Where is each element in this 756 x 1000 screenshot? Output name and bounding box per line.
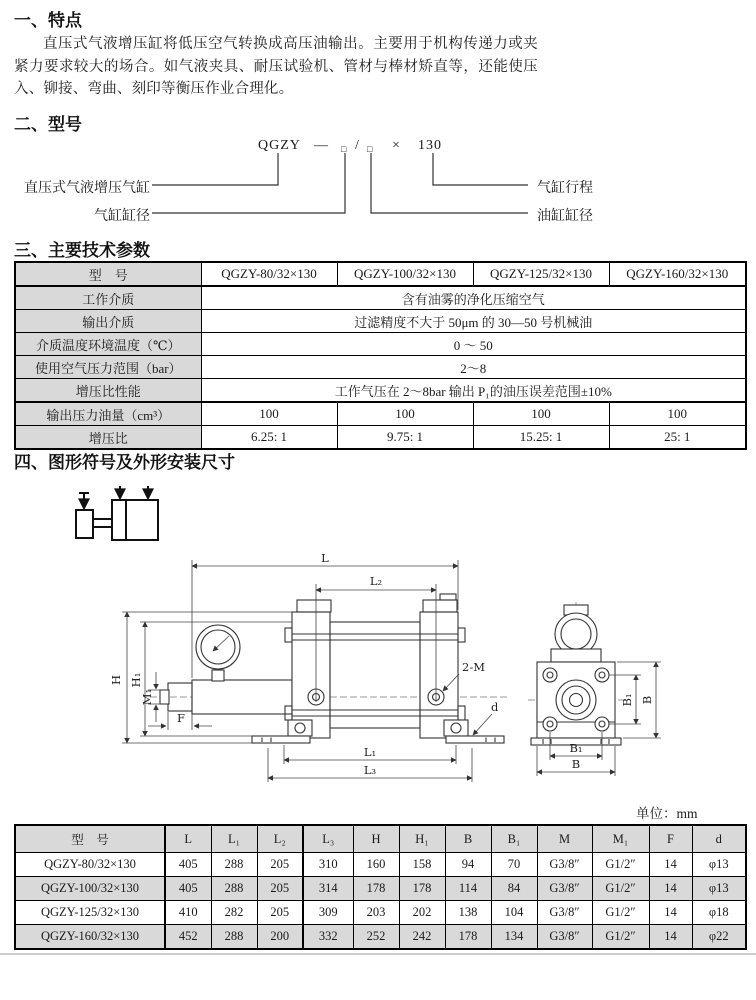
table-row xyxy=(15,877,746,901)
dims-cell: G3/8″ xyxy=(537,877,592,901)
dims-cell: G1/2″ xyxy=(592,853,649,877)
dims-cell: QGZY-80/32×130 xyxy=(15,853,165,877)
dims-cell: 288 xyxy=(211,853,257,877)
dim-label-F: F xyxy=(177,711,185,725)
label-oil-bore: 油缸缸径 xyxy=(537,209,593,224)
spec-cell: QGZY-80/32×130 xyxy=(201,262,337,286)
table-row xyxy=(15,379,746,403)
dimension-d xyxy=(473,700,499,735)
dims-header-cell: B₁ xyxy=(491,825,537,853)
spec-cell: QGZY-160/32×130 xyxy=(609,262,746,286)
spec-cell: 25: 1 xyxy=(609,426,746,450)
dimension-L1 xyxy=(284,745,456,764)
dims-cell: QGZY-100/32×130 xyxy=(15,877,165,901)
dims-cell: 94 xyxy=(445,853,491,877)
dims-cell: 205 xyxy=(257,853,303,877)
dims-header-cell: L xyxy=(165,825,211,853)
table-row xyxy=(15,853,746,877)
page-divider xyxy=(0,953,756,955)
spec-row-label: 增压比性能 xyxy=(15,379,201,403)
air-cylinder xyxy=(285,594,465,738)
dims-cell: 314 xyxy=(303,877,353,901)
spec-row-label: 工作介质 xyxy=(15,286,201,310)
dims-header-cell: 型 号 xyxy=(15,825,165,853)
dims-cell: φ18 xyxy=(692,901,746,925)
dims-header-cell: L₃ xyxy=(303,825,353,853)
table-row xyxy=(15,286,746,310)
table-row xyxy=(15,333,746,356)
label-air-bore: 气缸缸径 xyxy=(94,209,150,224)
spec-cell: QGZY-100/32×130 xyxy=(337,262,473,286)
dims-cell: G1/2″ xyxy=(592,901,649,925)
dim-label-L1: L₁ xyxy=(363,745,377,759)
dims-cell: QGZY-160/32×130 xyxy=(15,925,165,950)
dim-label-2M: 2-M xyxy=(462,660,485,674)
dims-cell: 178 xyxy=(445,925,491,950)
spec-cell: 含有油雾的净化压缩空气 xyxy=(201,286,746,310)
model-code-prefix: QGZY xyxy=(258,138,301,153)
spec-row-label: 输出介质 xyxy=(15,310,201,333)
table-row xyxy=(15,925,746,950)
model-code-stroke: 130 xyxy=(418,138,442,153)
specs-table xyxy=(14,261,747,450)
spec-cell: 100 xyxy=(337,402,473,426)
spec-cell: 2～8 xyxy=(201,356,746,379)
dims-cell: QGZY-125/32×130 xyxy=(15,901,165,925)
spec-row-label: 增压比 xyxy=(15,426,201,450)
spec-cell: 过滤精度不大于 50μm 的 30—50 号机械油 xyxy=(201,310,746,333)
dims-cell: 70 xyxy=(491,853,537,877)
dims-cell: 14 xyxy=(649,877,692,901)
heading-dims: 四、图形符号及外形安装尺寸 xyxy=(14,453,235,472)
table-row xyxy=(15,901,746,925)
spec-cell: 工作气压在 2～8bar 输出 P₁的油压误差范围±10% xyxy=(201,379,746,403)
dims-header-cell: B xyxy=(445,825,491,853)
dims-cell: 252 xyxy=(353,925,399,950)
spec-cell: 15.25: 1 xyxy=(473,426,609,450)
dim-label-M1: M₁ xyxy=(140,688,154,706)
dimension-L2 xyxy=(316,574,436,702)
dim-label-B: B xyxy=(571,757,581,771)
dim-label-L: L xyxy=(321,552,329,565)
dims-cell: 205 xyxy=(257,877,303,901)
spec-cell: QGZY-125/32×130 xyxy=(473,262,609,286)
heading-features: 一、特点 xyxy=(14,11,82,30)
model-code-box1: □ xyxy=(341,144,348,154)
table-row xyxy=(15,310,746,333)
dims-cell: 178 xyxy=(399,877,445,901)
pressure-gauge xyxy=(196,625,240,681)
dims-cell: 200 xyxy=(257,925,303,950)
spec-cell: 6.25: 1 xyxy=(201,426,337,450)
dims-cell: φ13 xyxy=(692,853,746,877)
spec-cell: 100 xyxy=(473,402,609,426)
dims-cell: 14 xyxy=(649,901,692,925)
model-code-box2: □ xyxy=(367,144,374,154)
dims-cell: 104 xyxy=(491,901,537,925)
dims-header-cell: L₁ xyxy=(211,825,257,853)
model-code-times: × xyxy=(392,138,401,153)
mounting-feet xyxy=(252,720,504,743)
dims-cell: G1/2″ xyxy=(592,877,649,901)
dims-cell: 14 xyxy=(649,925,692,950)
dims-cell: 288 xyxy=(211,925,257,950)
table-row xyxy=(15,262,746,286)
dim-label-B: B xyxy=(640,695,654,705)
dims-cell: 202 xyxy=(399,901,445,925)
side-view-drawing xyxy=(109,552,510,782)
heading-specs: 三、主要技术参数 xyxy=(14,241,150,260)
dims-cell: 452 xyxy=(165,925,211,950)
dims-cell: 288 xyxy=(211,877,257,901)
table-row xyxy=(15,426,746,450)
dims-cell: G3/8″ xyxy=(537,925,592,950)
dim-label-H: H xyxy=(109,674,123,686)
spec-row-label: 介质温度环境温度（℃） xyxy=(15,333,201,356)
spec-row-label: 型 号 xyxy=(15,262,201,286)
dims-header-cell: d xyxy=(692,825,746,853)
spec-cell: 100 xyxy=(201,402,337,426)
dims-cell: 14 xyxy=(649,853,692,877)
dims-header-cell: H xyxy=(353,825,399,853)
dims-cell: φ22 xyxy=(692,925,746,950)
dimensions-table xyxy=(14,824,747,950)
dims-cell: 178 xyxy=(353,877,399,901)
spec-cell: 100 xyxy=(609,402,746,426)
dims-cell: 310 xyxy=(303,853,353,877)
dim-label-L2: L₂ xyxy=(369,574,383,588)
dims-cell: 158 xyxy=(399,853,445,877)
dims-cell: 114 xyxy=(445,877,491,901)
dims-header-cell: L₂ xyxy=(257,825,303,853)
dim-label-L3: L₃ xyxy=(363,763,377,777)
spec-cell: 9.75: 1 xyxy=(337,426,473,450)
table-row xyxy=(15,402,746,426)
spec-row-label: 输出压力油量（cm³） xyxy=(15,402,201,426)
spec-row-label: 使用空气压力范围（bar） xyxy=(15,356,201,379)
dims-cell: 405 xyxy=(165,853,211,877)
dims-cell: G3/8″ xyxy=(537,853,592,877)
table-header-row xyxy=(15,825,746,853)
dims-cell: 410 xyxy=(165,901,211,925)
label-stroke: 气缸行程 xyxy=(537,181,593,196)
spec-cell: 0 ～ 50 xyxy=(201,333,746,356)
dims-header-cell: M₁ xyxy=(592,825,649,853)
dim-label-B1: B₁ xyxy=(620,693,634,707)
end-view-drawing xyxy=(528,602,661,776)
dims-cell: 203 xyxy=(353,901,399,925)
table-row xyxy=(15,356,746,379)
dims-cell: G1/2″ xyxy=(592,925,649,950)
unit-label: 单位：mm xyxy=(636,806,698,821)
dims-cell: 138 xyxy=(445,901,491,925)
dims-cell: 84 xyxy=(491,877,537,901)
dims-cell: 160 xyxy=(353,853,399,877)
dims-cell: 242 xyxy=(399,925,445,950)
model-code-dash: — xyxy=(314,138,329,153)
booster-symbol-drawing xyxy=(60,486,190,556)
dims-cell: 405 xyxy=(165,877,211,901)
dims-cell: 309 xyxy=(303,901,353,925)
dims-cell: 205 xyxy=(257,901,303,925)
dim-label-H1: H₁ xyxy=(129,672,143,688)
model-code-slash: / xyxy=(355,138,360,153)
dims-cell: φ13 xyxy=(692,877,746,901)
outline-drawing xyxy=(0,552,756,802)
dims-header-cell: M xyxy=(537,825,592,853)
dim-label-d: d xyxy=(491,700,499,714)
dims-header-cell: F xyxy=(649,825,692,853)
dim-label-B1: B₁ xyxy=(569,741,583,755)
label-full-name: 直压式气液增压气缸 xyxy=(24,181,150,196)
dims-cell: 332 xyxy=(303,925,353,950)
features-paragraph: 直压式气液增压缸将低压空气转换成高压油输出。主要用于机构传递力或夹紧力要求较大的场合。如气液夹具、耐压试验机、管材与棒材矫直等，还能使压入、铆接、弯曲、刻印等衡压作业合理化。 xyxy=(14,36,538,97)
dims-cell: G3/8″ xyxy=(537,901,592,925)
dims-header-cell: H₁ xyxy=(399,825,445,853)
heading-model: 二、型号 xyxy=(14,115,82,134)
dims-cell: 282 xyxy=(211,901,257,925)
dims-cell: 134 xyxy=(491,925,537,950)
model-code-diagram xyxy=(0,135,756,240)
